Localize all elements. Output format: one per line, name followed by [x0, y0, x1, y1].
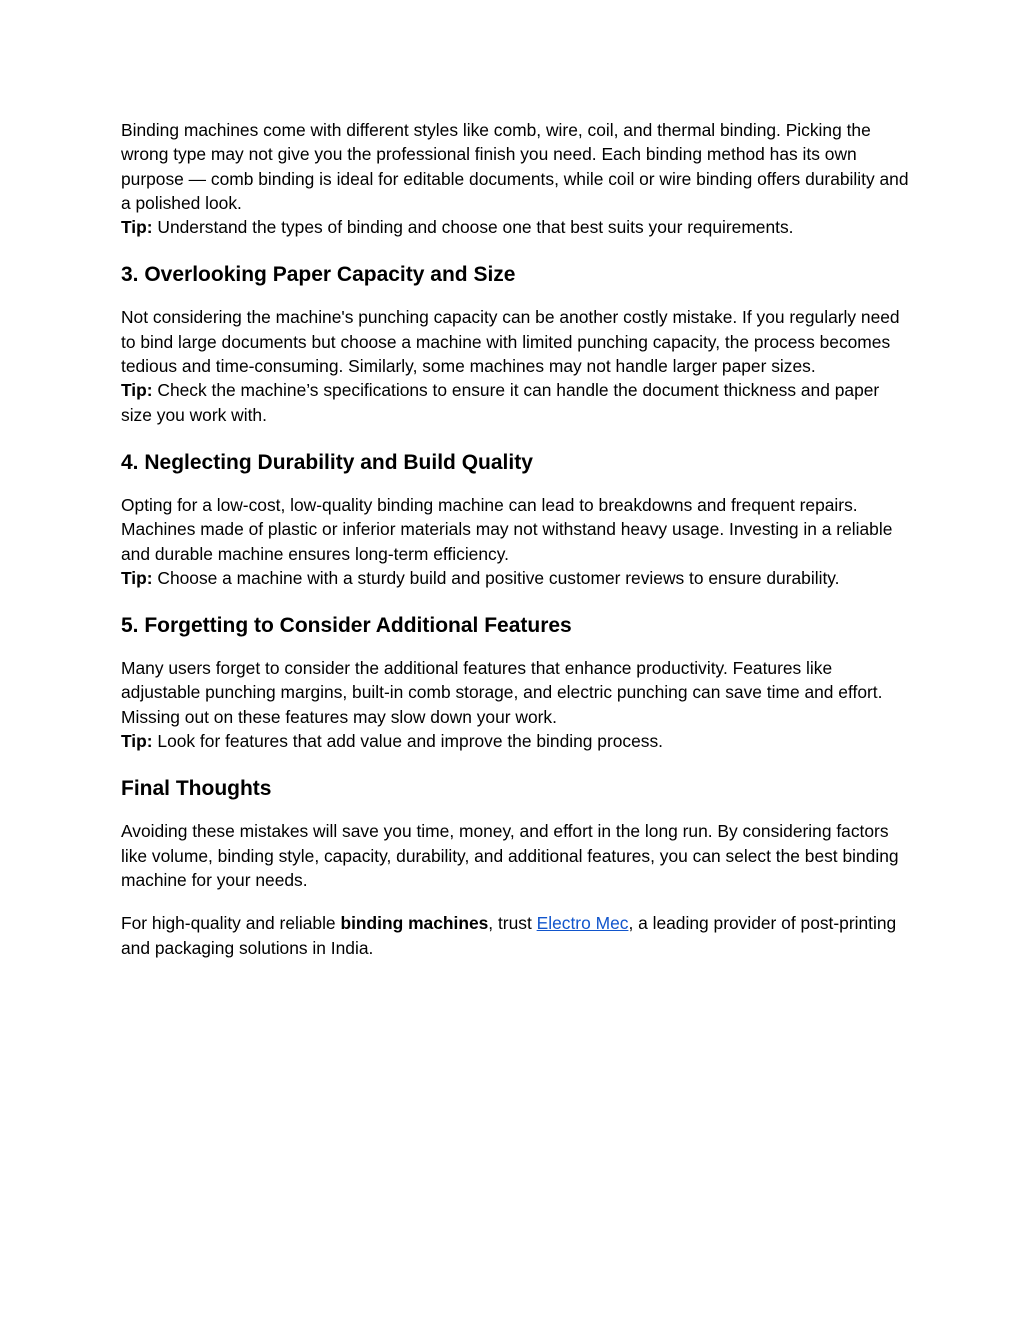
section-4-tip-label: Tip: [121, 567, 153, 588]
section-4-paragraph [121, 493, 911, 590]
closing-prefix: For high-quality and reliable [121, 913, 341, 934]
section-4-heading: 4. Neglecting Durability and Build Quality [121, 450, 533, 474]
intro-body: Binding machines come with different styles like comb, wire, coil, and thermal binding. Picking the wrong type may not give you the professional finish you need. Each binding method has its own purpose — comb binding is ideal for editable documents, while coil or wire binding offers durability and a polished look. [121, 120, 909, 213]
section-5-tip-label: Tip: [121, 731, 153, 752]
document-page [121, 118, 911, 960]
section-3-body: Not considering the machine's punching capacity can be another costly mistake. If you regularly need to bind large documents but choose a machine with limited punching capacity, the process becomes tedious and time-consuming. Similarly, some machines may not handle larger paper sizes. [121, 307, 900, 377]
section-5-paragraph [121, 656, 911, 753]
section-3-tip-label: Tip: [121, 380, 153, 401]
closing-suffix: , a leading provider of post-printing and packaging solutions in India. [121, 913, 897, 958]
intro-tip-text: Understand the types of binding and choose one that best suits your requirements. [152, 217, 794, 238]
electro-mec-link[interactable]: Electro Mec [536, 913, 629, 934]
section-5-heading: 5. Forgetting to Consider Additional Features [121, 614, 572, 638]
section-3-heading: 3. Overlooking Paper Capacity and Size [121, 263, 516, 287]
section-5-body: Many users forget to consider the additional features that enhance productivity. Features like adjustable punching margins, built-in comb storage, and electric punching can save time and effort. Missing out on these features may slow down your work. [121, 658, 883, 727]
closing-paragraph [121, 911, 911, 960]
final-thoughts-heading: Final Thoughts [121, 777, 272, 801]
section-4-body: Opting for a low-cost, low-quality binding machine can lead to breakdowns and frequent repairs. Machines made of plastic or inferior materials may not withstand heavy usage. Investing in a reliable and durable machine ensures long-term efficiency. [121, 494, 893, 564]
final-thoughts-paragraph: Avoiding these mistakes will save you time, money, and effort in the long run. By considering factors like volume, binding style, capacity, durability, and additional features, you can select the best binding machine for your needs. [121, 821, 899, 890]
section-3-paragraph [121, 305, 911, 426]
intro-paragraph [121, 118, 911, 239]
closing-mid: , trust [488, 913, 537, 934]
closing-bold-text: binding machines [340, 913, 489, 934]
section-3-tip-text: Check the machine’s specifications to ensure it can handle the document thickness and paper size you work with. [121, 380, 880, 425]
section-4-tip-text: Choose a machine with a sturdy build and positive customer reviews to ensure durability. [152, 567, 840, 588]
intro-tip-label: Tip: [121, 217, 153, 238]
section-5-tip-text: Look for features that add value and improve the binding process. [152, 731, 664, 752]
